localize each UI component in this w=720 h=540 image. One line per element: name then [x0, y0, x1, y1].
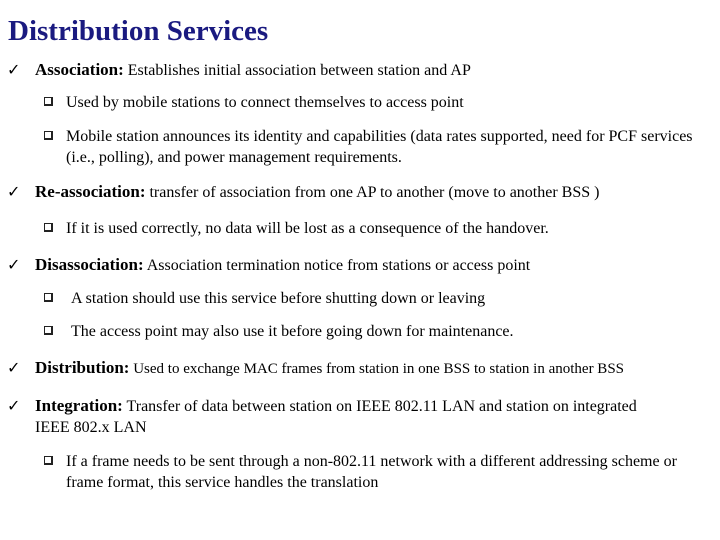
- page-title: Distribution Services: [8, 15, 269, 47]
- sub-bullet-text: Mobile station announces its identity and capabilities (data rates supported, need for PCF services (i.e., polling), and power management requirements.: [66, 128, 693, 166]
- bullet-description: Establishes initial association between station and AP: [123, 62, 471, 79]
- bullet-term: Association:: [35, 60, 124, 79]
- bullet-text: [35, 357, 720, 380]
- bullet-term: Integration:: [35, 396, 123, 415]
- square-bullet-icon: [44, 326, 53, 335]
- square-bullet-icon: [44, 456, 53, 465]
- bullet-term: Disassociation:: [35, 255, 144, 274]
- bullet-description: Transfer of data between station on IEEE 802.11 LAN and station on integrated IEEE 802.x LAN: [35, 398, 637, 436]
- bullet-text: [35, 395, 650, 438]
- check-icon: ✓: [7, 358, 21, 377]
- square-bullet-icon: [44, 293, 53, 302]
- sub-bullet-text: Used by mobile stations to connect themselves to access point: [66, 94, 464, 111]
- bullet-text: [35, 59, 712, 81]
- bullet-term: Distribution:: [35, 358, 130, 377]
- bullet-description: Used to exchange MAC frames from station in one BSS to station in another BSS: [129, 361, 624, 377]
- bullet-description: transfer of association from one AP to another (move to another BSS ): [145, 184, 600, 201]
- square-bullet-icon: [44, 223, 53, 232]
- bullet-description: Association termination notice from stations or access point: [143, 257, 531, 274]
- bullet-text: [35, 181, 712, 203]
- bullet-term: Re-association:: [35, 182, 146, 201]
- check-icon: ✓: [7, 182, 21, 201]
- sub-bullet-text: A station should use this service before shutting down or leaving: [71, 290, 486, 307]
- sub-bullet-text: If a frame needs to be sent through a non-802.11 network with a different addressing scheme or frame format, this service handles the translation: [66, 453, 677, 491]
- check-icon: ✓: [7, 396, 21, 415]
- square-bullet-icon: [44, 97, 53, 106]
- bullet-text: [35, 254, 712, 276]
- check-icon: ✓: [7, 60, 21, 79]
- sub-bullet-text: The access point may also use it before going down for maintenance.: [71, 323, 514, 340]
- square-bullet-icon: [44, 131, 53, 140]
- sub-bullet-text: If it is used correctly, no data will be lost as a consequence of the handover.: [66, 220, 549, 237]
- check-icon: ✓: [7, 255, 21, 274]
